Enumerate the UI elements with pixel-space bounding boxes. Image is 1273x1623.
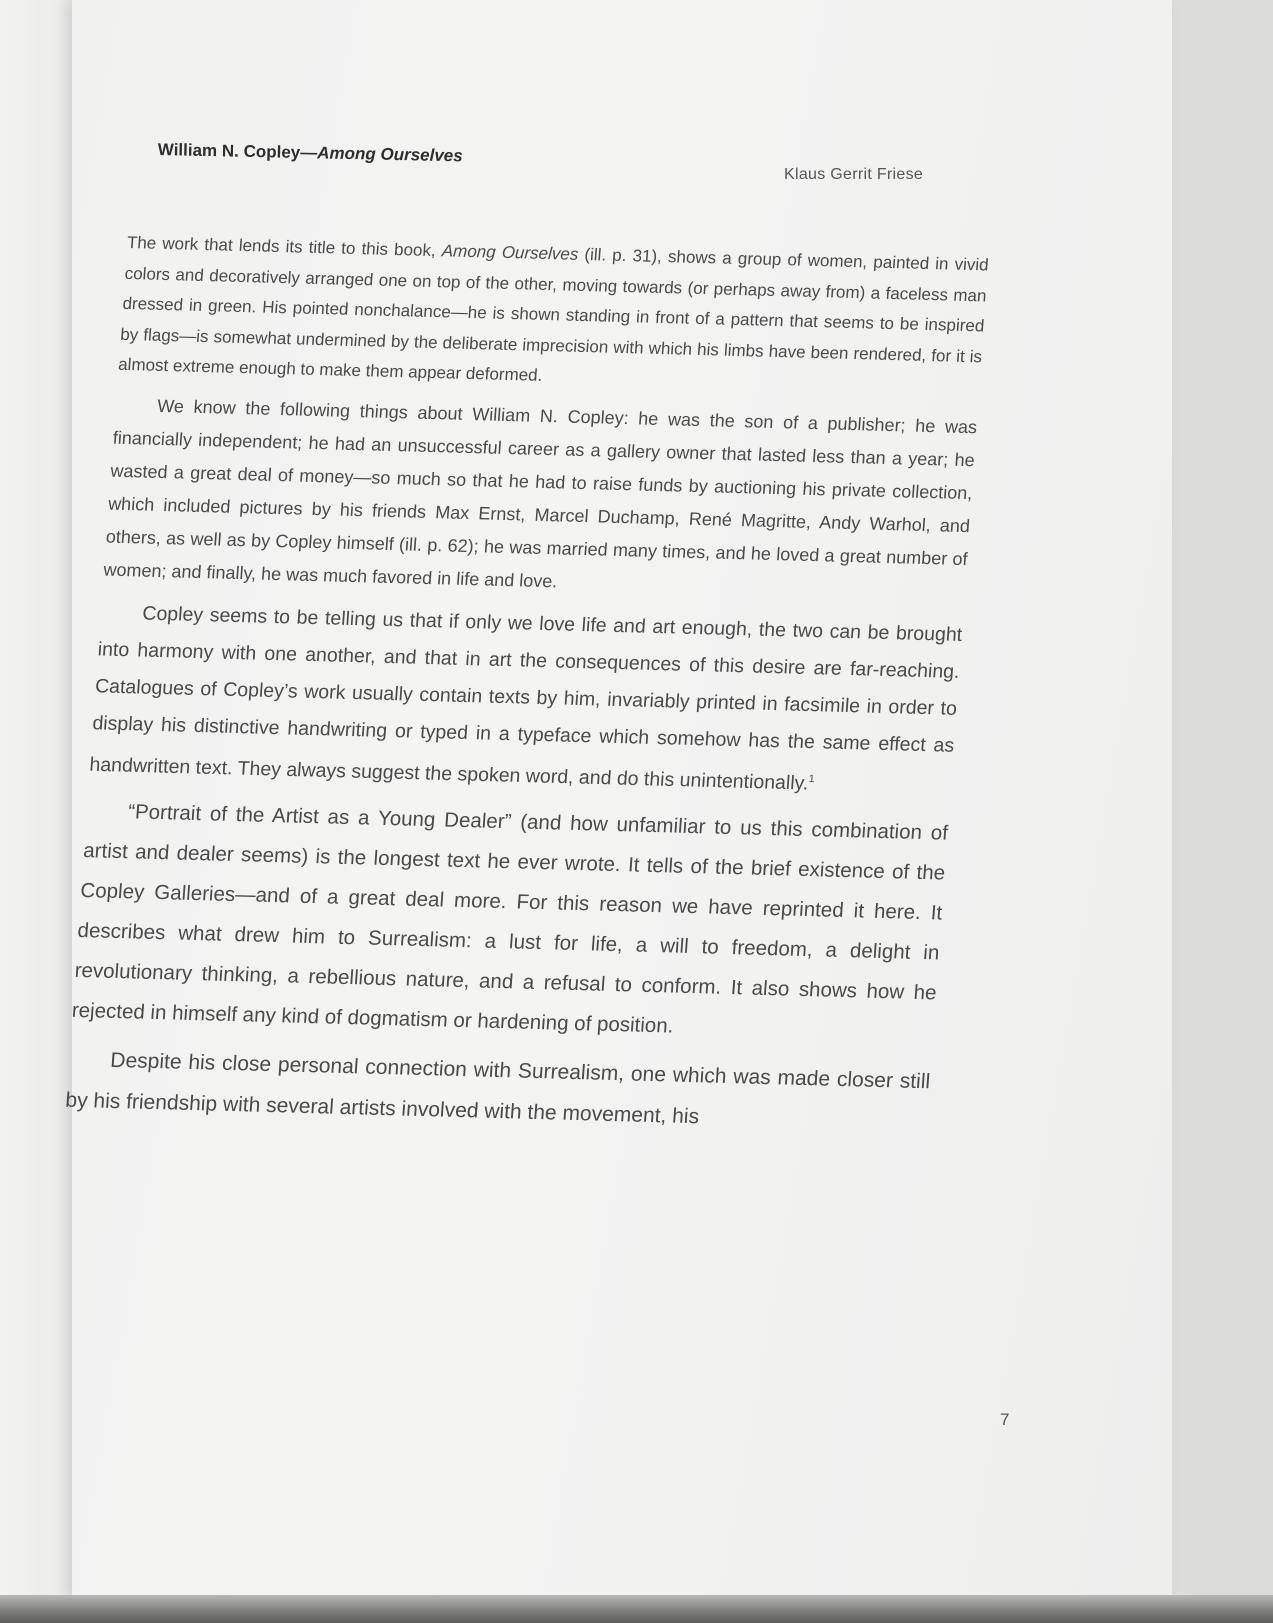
page-number: 7	[1000, 1410, 1010, 1429]
paragraph-5: Despite his close personal connection with Surrealism, one which was made closer still by his friendship with several artists involved with the movement, his	[64, 1048, 931, 1129]
paragraph-1-start: The work that lends its title to this book,	[126, 232, 443, 261]
paragraph-1-rest: (ill. p. 31), shows a group of women, painted in vivid colors and decoratively arranged one on top of the other, moving towards (or perhaps away from) a faceless man dressed in green. His pointed nonchalance—he is shown standing in front of a pattern that seems to be inspired by flags—is somewhat undermined by the deliberate imprecision with which his limbs have been rendered, for it is almost extreme enough to make them appear deformed.	[117, 244, 990, 385]
paragraph-4: “Portrait of the Artist as a Young Dealer” (and how unfamiliar to us this combination of artist and dealer seems) is the longest text he ever wrote. It tells of the brief existence of the Copley Galleries—and of a great deal more. For this reason we have reprinted it here. It describes what drew him to Surrealism: a lust for life, a will to freedom, a delight in revolutionary thinking, a rebellious nature, and a refusal to conform. It also shows how he rejected in himself any kind of dogmatism or hardening of position.	[71, 800, 949, 1038]
title-italic: Among Ourselves	[317, 143, 463, 166]
paragraph-1	[117, 228, 990, 403]
table-edge	[0, 1595, 1273, 1623]
title-name: William N. Copley—	[157, 140, 318, 163]
author-name: Klaus Gerrit Friese	[784, 166, 924, 183]
paragraph-1-italic-title: Among Ourselves	[441, 241, 580, 264]
paragraph-3	[88, 594, 963, 806]
footnote-marker: 1	[808, 772, 816, 785]
paragraph-2: We know the following things about William N. Copley: he was the son of a publisher; he was financially independent; he had an unsuccessful career as a gallery owner that lasted less than a year; he wasted a great deal of money—so much so that he had to raise funds by auctioning his private collection, which included pictures by his friends Max Ernst, Marcel Duchamp, René Magritte, Andy Warhol, and others, as well as by Copley himself (ill. p. 62); he was married many times, and he loved a great number of women; and finally, he was much favored in life and love.	[102, 395, 978, 591]
paragraph-3-text: Copley seems to be telling us that if only we love life and art enough, the two can be brought into harmony with one another, and that in art the consequences of this desire are far-reaching. Catalogues of Copley’s work usually contain texts by him, invariably printed in facsimile in order to display his distinctive handwriting or typed in a typeface which somehow has the same effect as handwritten text. They always suggest the spoken word, and do this unintentionally.	[88, 602, 963, 794]
body-text	[63, 228, 989, 1151]
